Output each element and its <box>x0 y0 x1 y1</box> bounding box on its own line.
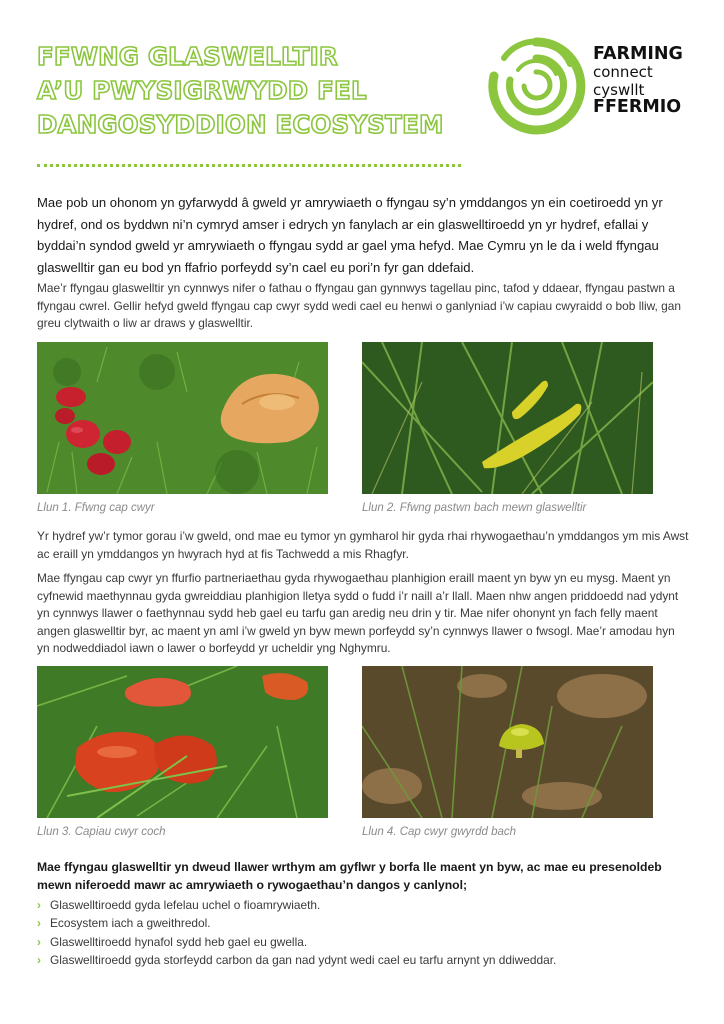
farming-connect-logo <box>484 36 694 136</box>
title-line-3: DANGOSYDDION ECOSYSTEM <box>37 110 444 139</box>
logo-text <box>593 45 683 117</box>
caption-photo-3: Llun 3. Capiau cwyr coch <box>37 826 166 838</box>
photo-waxcap-fungus <box>37 342 328 494</box>
list-item <box>37 933 689 951</box>
logo-line-farming: FARMING <box>593 44 683 64</box>
chevron-right-icon: › <box>37 916 41 931</box>
photo-red-waxcaps <box>37 666 328 818</box>
chevron-right-icon: › <box>37 898 41 912</box>
chevron-right-icon: › <box>37 952 41 967</box>
lead-paragraph-indicators: Mae ffyngau glaswelltir yn dweud llawer wrthym am gyflwr y borfa lle maent yn byw, ac mae eu presenoldeb mewn niferoedd mawr ac amrywiaeth o rywogaethau’n dangos y canlynol; <box>37 860 662 892</box>
logo-line-connect: connect <box>593 63 653 81</box>
title-line-1: FFWNG GLASWELLTIR <box>37 42 338 71</box>
photo-club-fungus <box>362 342 653 494</box>
logo-line-ffermio: FFERMIO <box>593 97 682 117</box>
chevron-right-icon: › <box>37 934 41 949</box>
paragraph-habitat: Mae ffyngau cap cwyr yn ffurfio partneriaethau gyda rhywogaethau planhigion eraill maent yn byw yn eu mysg. Maent yn cyfnewid maethynnau gyda gwreiddiau planhigion lletya sydd o fudd i’r naill a’r llall. Maen nhw angen priddoedd nad ydynt yn cynnwys llawer o faethynnau sydd heb gael eu tarfu gan aredig neu drin y tir. Mae nifer ohonynt yn fach felly maent angen glaswelltir byr, ac maent yn aml i’w gweld yn byw mewn porfeydd sy’n cynnwys llawer o fwsogl. Mae’r amodau hyn yn nodweddiadol iawn o lawer o borfeydd yr ucheldir yng Nghymru. <box>37 571 679 655</box>
caption-photo-1: Llun 1. Ffwng cap cwyr <box>37 502 155 514</box>
page-title <box>37 40 477 142</box>
list-item <box>37 951 689 969</box>
photo-green-waxcap <box>362 666 653 818</box>
list-item <box>37 896 689 914</box>
intro-paragraph: Mae pob un ohonom yn gyfarwydd â gweld yr amrywiaeth o ffyngau sy’n ymddangos yn ein coetiroedd yn yr hydref, ond os byddwn ni’n cymryd amser i edrych yn fanylach ar ein glaswelltiroedd yn yr hydref, efallai y byddai’n syndod gweld yr amrywiaeth o ffyngau sydd ar gael yma hefyd. Mae Cymru yn le da i weld ffyngau glaswelltir gan eu bod yn ffafrio porfeydd sy’n cael eu pori’n fyr gan ddefaid. <box>37 195 663 275</box>
indicator-list <box>37 896 689 969</box>
caption-photo-2: Llun 2. Ffwng pastwn bach mewn glaswelltir <box>362 502 587 514</box>
title-line-2: A’U PWYSIGRWYDD FEL <box>37 76 367 105</box>
list-item-text: Glaswelltiroedd gyda lefelau uchel o fioamrywiaeth. <box>50 898 321 912</box>
caption-photo-4: Llun 4. Cap cwyr gwyrdd bach <box>362 826 517 838</box>
paragraph-fungi-types: Mae’r ffyngau glaswelltir yn cynnwys nifer o fathau o ffyngau gan gynnwys tagellau pinc, tafod y ddaear, ffyngau pastwn a ffyngau cwrel. Gellir hefyd gweld ffyngau cap cwyr sydd wedi cael eu henwi o ganlyniad i’w capiau cwyraidd o bob lliw, gan greu clytwaith o liw ar draws y glaswelltir. <box>37 281 681 330</box>
logo-line-cyswllt: cyswllt <box>593 81 645 99</box>
dotted-divider <box>37 164 461 167</box>
list-item-text: Ecosystem iach a gweithredol. <box>50 916 211 931</box>
paragraph-season: Yr hydref yw’r tymor gorau i’w gweld, ond mae eu tymor yn gymharol hir gyda rhai rhywogaethau’n ymddangos ym mis Awst ac eraill yn ymddangos yn hwyrach hyd at fis Tachwedd a mis Rhagfyr. <box>37 529 689 561</box>
list-item <box>37 914 689 932</box>
list-item-text: Glaswelltiroedd gyda storfeydd carbon da gan nad ydynt wedi cael eu tarfu arnynt yn ddiweddar. <box>50 952 557 967</box>
green-swirl-logo-icon <box>484 36 588 136</box>
list-item-text: Glaswelltiroedd hynafol sydd heb gael eu gwella. <box>50 934 308 949</box>
